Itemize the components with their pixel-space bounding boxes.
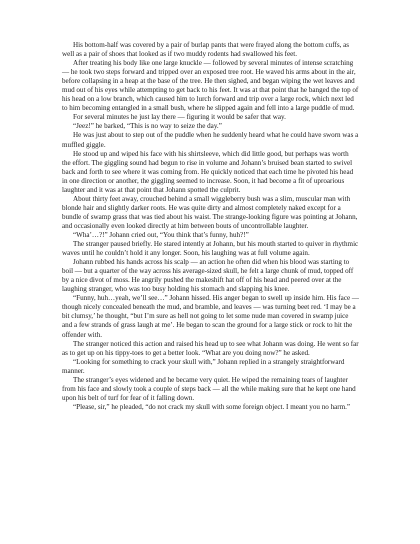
paragraph: The stranger noticed this action and raised his head up to see what Johann was doing. He went so far as to get up on his tippy-toes to get a better look. “What are you doing now?” he asked. <box>62 339 359 357</box>
paragraph: His bottom-half was covered by a pair of burlap pants that were frayed along the bottom cuffs, as well as a pair of shoes that looked as if two muddy rodents had swallowed his feet. <box>62 41 350 59</box>
paragraph: He was just about to step out of the puddle when he suddenly heard what he could have sworn was a muffled giggle. <box>62 131 359 149</box>
paragraph: “Please, sir,” he pleaded, “do not crack my skull with some foreign object. I meant you no harm.” <box>73 402 351 411</box>
document-page <box>62 41 359 412</box>
paragraph: The stranger paused briefly. He stared intently at Johann, but his mouth started to quiver in rhythmic waves until he couldn’t hold it any longer. Soon, his laughing was at full volume again. <box>62 240 359 258</box>
paragraph: Johann rubbed his hands across his scalp — an action he often did when his blood was starting to boil — but a quarter of the way across his average-sized skull, he felt a large chunk of mud, topped off by a nice divot of moss. He angrily pushed the makeshift hat off of his head and peered over at the laughing stranger, who was too busy holding his stomach and slapping his knee. <box>62 258 354 294</box>
paragraph: The stranger’s eyes widened and he became very quiet. He wiped the remaining tears of laughter from his face and slowly took a couple of steps back — all the while making sure that he kept one hand upon his belt of turf for fear of it falling down. <box>62 375 356 402</box>
paragraph: He stood up and wiped his face with his shirtsleeve, which did little good, but perhaps was worth the effort. The giggling sound had begun to rise in volume and Johann’s bruised bean started to swivel back and forth to see where it was coming from. He quickly noticed that each time he pivoted his head in one direction or another, the giggling seemed to increase. Soon, it had become a fit of uproarious laughter and it was at that point that Johann spotted the culprit. <box>62 149 354 194</box>
paragraph: “Funny, huh…yeah, we’ll see…” Johann hissed. His anger began to swell up inside him. His face — though nicely concealed beneath the mud, and bramble, and leaves — was turning beet red. ‘I may be a bit clumsy,’ he thought, “but I’m sure as hell not going to let some nude man covered in swamp juice and a few strands of grass laugh at me’. He began to scan the ground for a large stick or rock to hit the offender with. <box>62 294 359 339</box>
paragraph: “Jeez!” he barked, “This is no way to seize the day.” <box>73 122 222 131</box>
paragraph: After treating his body like one large knuckle — followed by several minutes of intense scratching — he took two steps forward and tripped over an exposed tree root. He waved his arms about in the air, before collapsing in a heap at the base of the tree. He then sighed, and began wiping the wet leaves and mud out of his eyes while attempting to get back to his feet. It was at that point that he banged the top of his head on a low branch, which caused him to lurch forward and trip over a large rock, which next led to him becoming entangled in a small bush, where he slipped again and fell into a large puddle of mud. <box>62 59 359 113</box>
paragraph: “Looking for something to crack your skull with,” Johann replied in a strangely straightforward manner. <box>62 357 345 375</box>
paragraph: “Wha’…?!” Johann cried out, “You think that’s funny, huh?!” <box>73 230 249 239</box>
paragraph: About thirty feet away, crouched behind a small wiggleberry bush was a slim, muscular man with blonde hair and slightly darker roots. He was quite dirty and almost completely naked except for a bundle of swamp grass that was tied about his waist. The strange-looking figure was pointing at Johann, and occasionally even looked directly at him between bouts of uncontrollable laughter. <box>62 194 358 230</box>
paragraph: For several minutes he just lay there — figuring it would be safer that way. <box>73 113 286 122</box>
